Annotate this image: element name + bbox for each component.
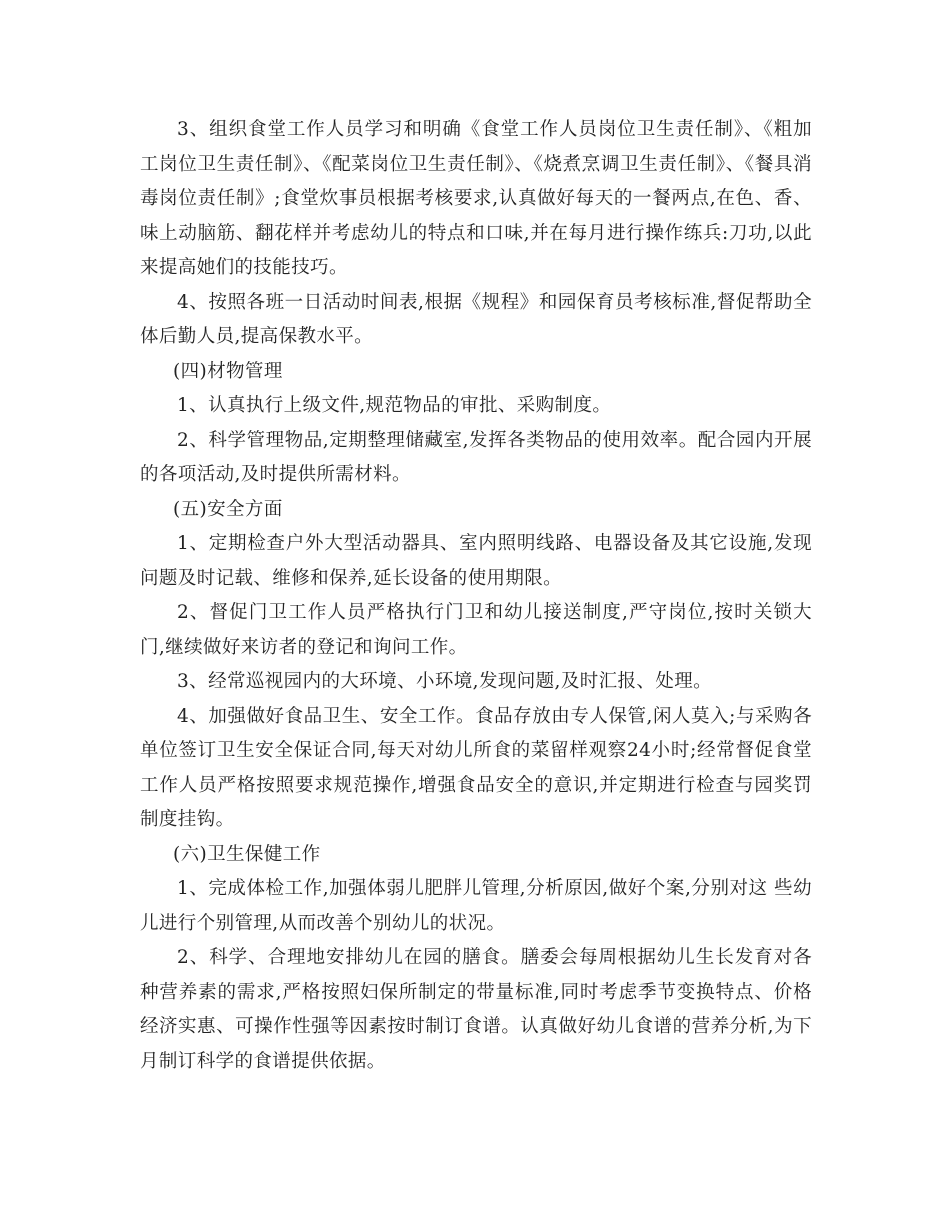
paragraph-safety-4: 4、加强做好食品卫生、安全工作。食品存放由专人保管,闲人莫入;与采购各单位签订卫生安全保证合同,每天对幼儿所食的菜留样观察24小时;经常督促食堂工作人员严格按照要求规范操作,增强食品安全的意识,并定期进行检查与园奖罚制度挂钩。 [140,705,812,830]
paragraph-health-1: 1、完成体检工作,加强体弱儿肥胖儿管理,分析原因,做好个案,分别对这 些幼儿进行个别管理,从而改善个别幼儿的状况。 [140,878,812,934]
section-heading-materials: (四)材物管理 [173,360,283,382]
paragraph-safety-1: 1、定期检查户外大型活动器具、室内照明线路、电器设备及其它设施,发现问题及时记载、维修和保养,延长设备的使用期限。 [140,533,812,589]
paragraph-materials-2: 2、科学管理物品,定期整理储藏室,发挥各类物品的使用效率。配合园内开展的各项活动,及时提供所需材料。 [140,429,812,485]
paragraph-materials-1: 1、认真执行上级文件,规范物品的审批、采购制度。 [177,395,612,416]
paragraph-safety-2: 2、督促门卫工作人员严格执行门卫和幼儿接送制度,严守岗位,按时关锁大门,继续做好来访者的登记和询问工作。 [140,602,812,658]
section-heading-health: (六)卫生保健工作 [173,843,321,865]
paragraph-canteen-training: 3、组织食堂工作人员学习和明确《食堂工作人员岗位卫生责任制》、《粗加工岗位卫生责任制》、《配菜岗位卫生责任制》、《烧煮烹调卫生责任制》、《餐具消毒岗位责任制》;食堂炊事员根据考核要求,认真做好每天的一餐两点,在色、香、味上动脑筋、翻花样并考虑幼儿的特点和口味,并在每月进行操作练兵:刀功,以此来提高她们的技能技巧。 [140,119,812,278]
paragraph-logistics-supervision: 4、按照各班一日活动时间表,根据《规程》和园保育员考核标准,督促帮助全体后勤人员,提高保教水平。 [140,291,812,347]
document-body [140,113,812,1079]
paragraph-safety-3: 3、经常巡视园内的大环境、小环境,发现问题,及时汇报、处理。 [177,671,713,692]
paragraph-health-2: 2、科学、合理地安排幼儿在园的膳食。膳委会每周根据幼儿生长发育对各种营养素的需求,严格按照妇保所制定的带量标准,同时考虑季节变换特点、价格经济实惠、可操作性强等因素按时制订食谱。认真做好幼儿食谱的营养分析,为下月制订科学的食谱提供依据。 [140,947,812,1072]
section-heading-safety: (五)安全方面 [173,498,283,520]
